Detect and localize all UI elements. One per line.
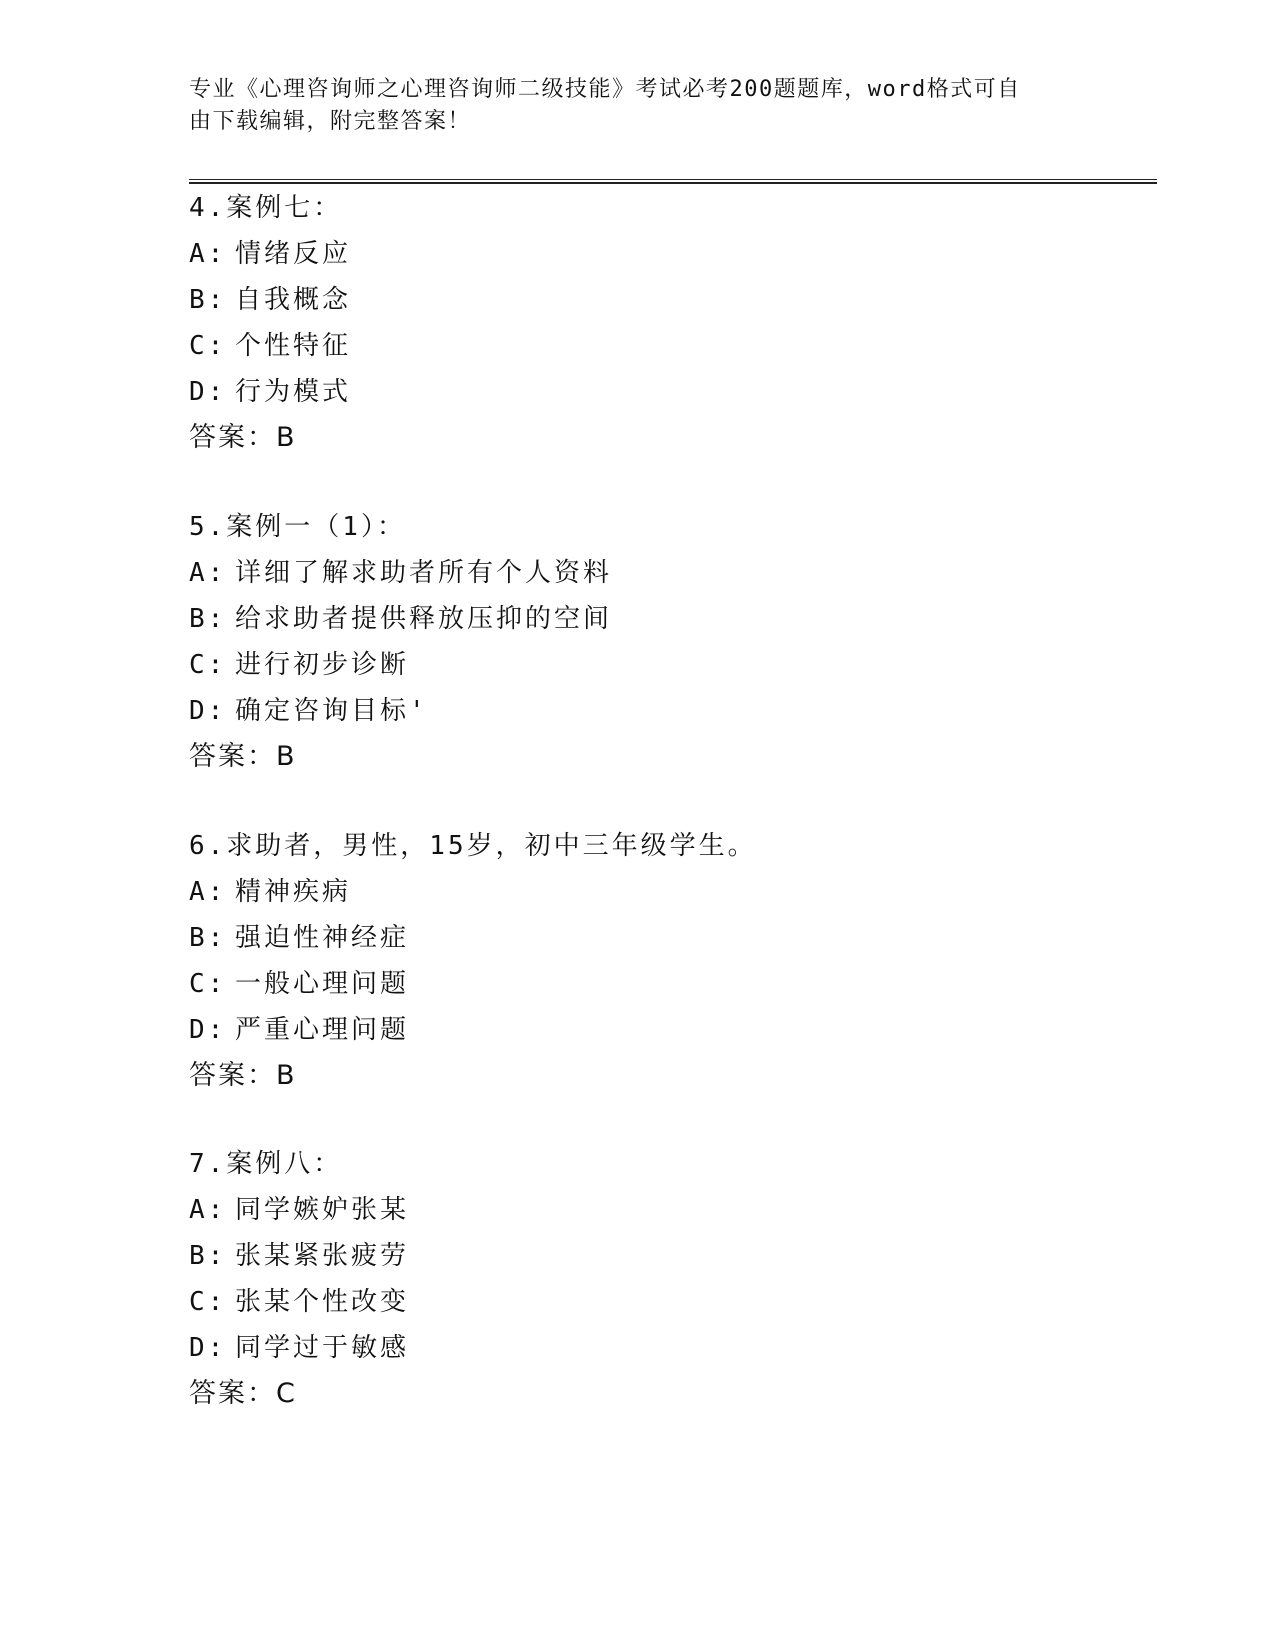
question-stem: 6.求助者，男性，15岁，初中三年级学生。 [189,831,757,861]
option-text: 严重心理问题 [235,1015,410,1045]
option-text: 给求助者提供释放压抑的空间 [235,604,613,634]
option-d [189,1325,1149,1371]
question-stem: 7.案例八： [189,1149,343,1179]
option-letter: D: [189,1333,227,1363]
option-text: 同学过于敏感 [235,1333,410,1363]
option-a [189,1187,1149,1233]
question-block [189,504,1149,780]
option-text: 详细了解求助者所有个人资料 [235,558,613,588]
question-block [189,823,1149,1099]
answer-line: 答案：B [189,422,297,453]
option-letter: D: [189,377,227,407]
option-text: 强迫性神经症 [235,923,410,953]
option-letter: C: [189,331,227,361]
option-text: 行为模式 [235,377,352,407]
header-divider [189,179,1157,184]
option-c [189,323,1149,369]
question-block [189,185,1149,461]
option-letter: A: [189,239,227,269]
option-letter: D: [189,696,227,726]
option-a [189,869,1149,915]
option-b [189,596,1149,642]
option-letter: B: [189,1241,227,1271]
option-letter: C: [189,650,227,680]
answer-line: 答案：C [189,1378,297,1409]
option-text: 一般心理问题 [235,969,410,999]
option-text: 进行初步诊断 [235,650,410,680]
option-b [189,1233,1149,1279]
option-c [189,961,1149,1007]
option-text: 情绪反应 [235,239,352,269]
option-d [189,688,1149,734]
option-letter: C: [189,1287,227,1317]
option-text: 张某紧张疲劳 [235,1241,410,1271]
option-a [189,550,1149,596]
document-header [189,74,1069,138]
option-b [189,915,1149,961]
option-text: 个性特征 [235,331,352,361]
question-stem: 4.案例七： [189,193,343,223]
question-stem: 5.案例一（1）： [189,512,406,542]
answer-line: 答案：B [189,741,297,772]
option-text: 同学嫉妒张某 [235,1195,410,1225]
option-c [189,642,1149,688]
option-letter: B: [189,285,227,315]
header-line-2: 由下载编辑，附完整答案！ [189,109,472,134]
answer-line: 答案：B [189,1060,297,1091]
option-letter: A: [189,877,227,907]
option-letter: A: [189,1195,227,1225]
option-letter: A: [189,558,227,588]
option-b [189,277,1149,323]
option-letter: B: [189,604,227,634]
question-block [189,1141,1149,1417]
option-letter: B: [189,923,227,953]
option-c [189,1279,1149,1325]
option-d [189,1007,1149,1053]
option-letter: D: [189,1015,227,1045]
option-letter: C: [189,969,227,999]
option-text: 确定咨询目标' [235,696,428,726]
option-d [189,369,1149,415]
option-a [189,231,1149,277]
option-text: 精神疾病 [235,877,352,907]
option-text: 张某个性改变 [235,1287,410,1317]
option-text: 自我概念 [235,285,352,315]
header-line-1: 专业《心理咨询师之心理咨询师二级技能》考试必考200题题库，word格式可自 [189,77,1021,102]
